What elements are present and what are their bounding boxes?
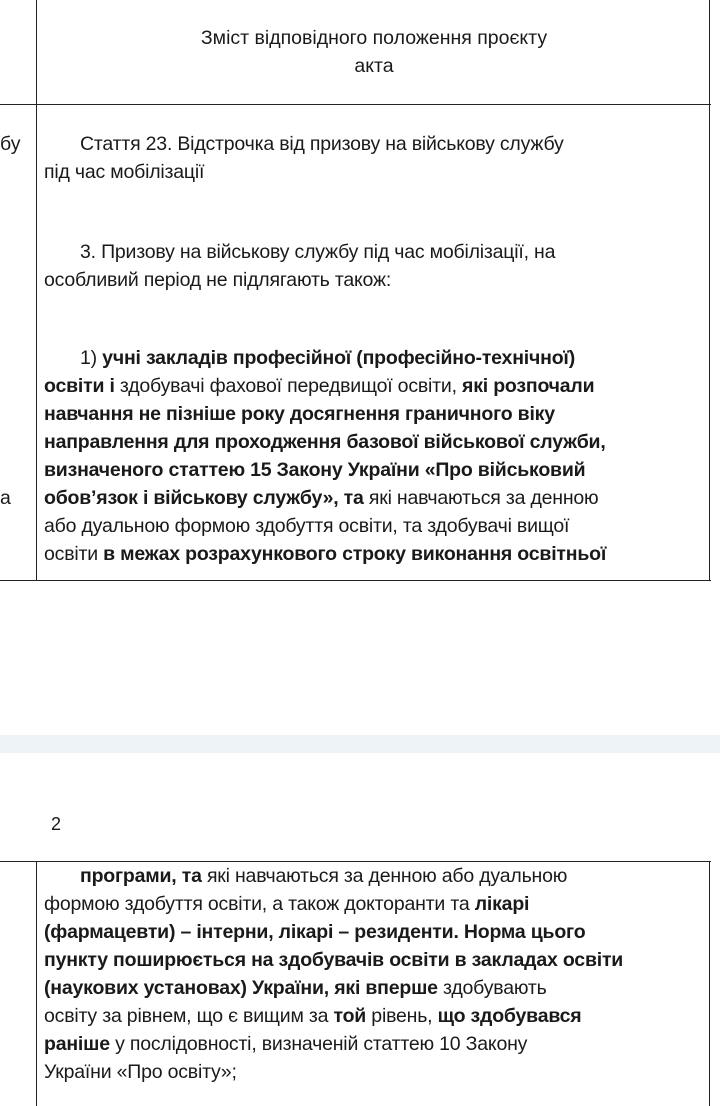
continuation-bold-text: що здобувався [437,1005,582,1027]
continuation-bold-text: лікарі [474,893,530,915]
table-border-left [36,0,37,580]
item-1-line1 [44,344,716,372]
continuation-line1 [44,862,716,890]
continuation-bold-text: раніше [44,1033,110,1055]
page-separator [0,735,720,753]
table-border-header [0,104,711,105]
item-1-bold-text: освіти і [44,375,115,397]
article-title-line1: Стаття 23. Відстрочка від призову на військову службу [80,133,564,155]
item-1-bold-text: обов’язок і військову службу», та [44,487,364,509]
item-1-line2 [44,372,716,400]
item-1-bold-text: визначеного статтею 15 Закону України «Про військовий [44,459,586,481]
continuation-text: формою здобуття освіти, а також докторанти та [44,893,475,915]
continuation-line6 [44,1002,716,1030]
item-1-bold-text: в межах розрахункового строку виконання освітньої [97,543,607,565]
document-page-2 [0,753,720,1106]
article-title [44,130,716,186]
continuation-bold-text: (наукових установах) України, які вперше [44,977,438,999]
point-3-line2: особливий період не підлягають також: [44,269,392,291]
item-1-continuation [44,862,716,1086]
continuation-text: які навчаються за денною або дуальною [201,865,568,887]
left-column-fragment: а [0,487,11,509]
item-1-bold-text: які розпочали [462,375,595,397]
item-1-text: які навчаються за денною [363,487,599,509]
page-number: 2 [51,814,62,834]
table-border-bottom [0,580,711,581]
table-header-line1: Зміст відповідного положення проєкту [200,27,548,49]
table-header-cell [40,24,708,80]
continuation-text: рівень, [366,1005,438,1027]
item-1-line7: або дуальною формою здобуття освіти, та здобувачі вищої [44,515,570,537]
continuation-line8: України «Про освіту»; [44,1061,237,1083]
item-1-bold-text: направлення для проходження базової військової служби, [44,431,606,453]
item-1-line5 [44,456,716,484]
table-border-left [36,861,37,1106]
continuation-bold-text: той [333,1005,367,1027]
point-3 [44,238,716,294]
item-1-text: освіти [44,543,98,565]
continuation-line7 [44,1030,716,1058]
continuation-bold-text: програми, та [80,865,202,887]
item-1-line4 [44,428,716,456]
continuation-text: освіту за рівнем, що є вищим за [44,1005,334,1027]
continuation-bold-text: (фармацевти) – інтерни, лікарі – резиденти. Норма цього [44,921,586,943]
continuation-text: здобувають [437,977,547,999]
item-1-line3 [44,400,716,428]
item-1 [44,344,716,568]
continuation-text: у послідовності, визначеній статтею 10 Закону [109,1033,528,1055]
article-title-line2: під час мобілізації [44,161,205,183]
continuation-line3 [44,918,716,946]
item-1-bold-text: навчання не пізніше року досягнення граничного віку [44,403,555,425]
continuation-bold-text: пункту поширюється на здобувачів освіти в закладах освіти [44,949,624,971]
table-header-line2: акта [354,55,394,77]
continuation-line2 [44,890,716,918]
left-column-fragment: бу [0,133,21,155]
continuation-line5 [44,974,716,1002]
item-1-line8 [44,540,716,568]
item-1-bold-text: учні закладів професійної (професійно-технічної) [102,347,575,369]
item-1-line6 [44,484,716,512]
point-3-line1: 3. Призову на військову службу під час мобілізації, на [80,241,556,263]
item-1-text: здобувачі фахової передвищої освіти, [114,375,463,397]
item-1-number: 1) [80,347,103,369]
continuation-line4 [44,946,716,974]
